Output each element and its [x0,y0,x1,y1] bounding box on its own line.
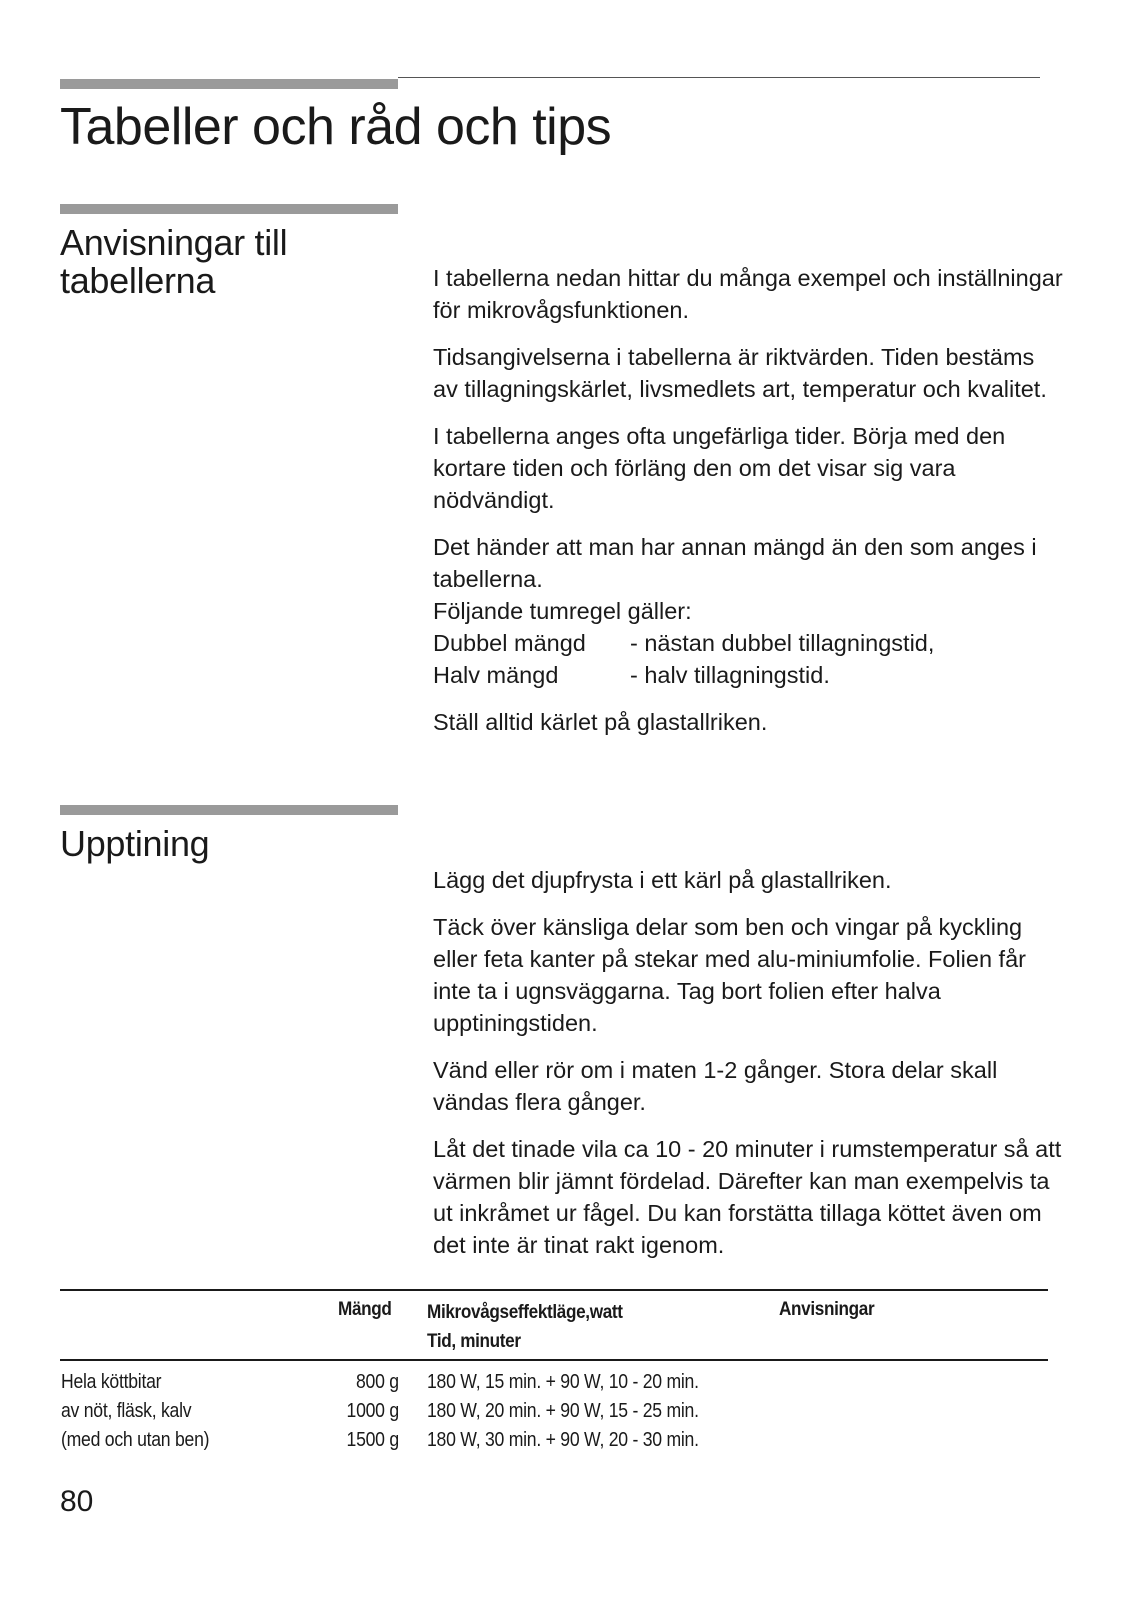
table-header-amount: Mängd [338,1298,392,1320]
header-line: Mikrovågseffektläge,watt [427,1301,623,1323]
rule-intro: Följande tumregel gäller: [433,598,692,624]
paragraph: Låt det tinade vila ca 10 - 20 minuter i rumstemperatur så att värmen blir jämnt fördelad. Därefter kan man exempelvis ta ut inkråmet ur fågel. Du kan forstätta tillaga köttet även om det inte är tinat rakt igenom. [433,1136,1062,1258]
rule-row [433,627,1063,659]
table-cell-setting: 180 W, 30 min. + 90 W, 20 - 30 min. [427,1428,699,1451]
section-bar-upptining [60,805,398,815]
rule-row [433,659,1063,691]
heading-line-2: tabellerna [60,260,216,301]
table-cell-amount: 1000 g [346,1399,399,1422]
table-cell-food: Hela köttbitar [61,1370,162,1393]
table-cell-amount: 1500 g [346,1428,399,1451]
rule-key: Halv mängd [433,662,559,688]
rule-key: Dubbel mängd [433,630,586,656]
paragraph: Vänd eller rör om i maten 1-2 gånger. Stora delar skall vändas flera gånger. [433,1057,998,1115]
rule-value: - nästan dubbel tillagningstid, [630,630,935,656]
paragraph: Tidsangivelserna i tabellerna är riktvärden. Tiden bestäms av tillagningskärlet, livsmedlets art, temperatur och kvalitet. [433,344,1047,402]
table-header-rule [60,1359,1048,1361]
paragraph: I tabellerna nedan hittar du många exempel och inställningar för mikrovågsfunktionen. [433,265,1063,323]
paragraph: Ställ alltid kärlet på glastallriken. [433,709,768,735]
table-cell-food: av nöt, fläsk, kalv [61,1399,192,1422]
rule-value: - halv tillagningstid. [630,662,830,688]
page-title: Tabeller och råd och tips [60,98,612,156]
table-cell-setting: 180 W, 20 min. + 90 W, 15 - 25 min. [427,1399,699,1422]
rule-of-thumb-block [433,531,1063,691]
section-heading-anvisningar [60,224,287,300]
table-top-rule [60,1289,1048,1291]
table-cell-amount: 800 g [356,1370,399,1393]
section-body-anvisningar [433,262,1063,753]
paragraph: I tabellerna anges ofta ungefärliga tider. Börja med den kortare tiden och förläng den om det visar sig vara nödvändigt. [433,423,1006,513]
heading-line-1: Anvisningar till [60,222,288,263]
paragraph: Det händer att man har annan mängd än den som anges i tabellerna. [433,534,1037,592]
table-header-power [427,1298,623,1356]
section-heading-upptining: Upptining [60,823,210,864]
section-body-upptining [433,864,1063,1276]
title-bar-accent [60,79,398,89]
paragraph: Lägg det djupfrysta i ett kärl på glastallriken. [433,867,892,893]
table-header-notes: Anvisningar [779,1298,875,1320]
table-cell-setting: 180 W, 15 min. + 90 W, 10 - 20 min. [427,1370,699,1393]
table-cell-food: (med och utan ben) [61,1428,210,1451]
title-rule [398,77,1040,78]
page-number: 80 [60,1485,94,1518]
header-line: Tid, minuter [427,1330,521,1352]
section-bar-anvisningar [60,204,398,214]
paragraph: Täck över känsliga delar som ben och vingar på kyckling eller feta kanter på stekar med alu-miniumfolie. Folien får inte ta i ugnsväggarna. Tag bort folien efter halva upptiningstiden. [433,914,1026,1036]
